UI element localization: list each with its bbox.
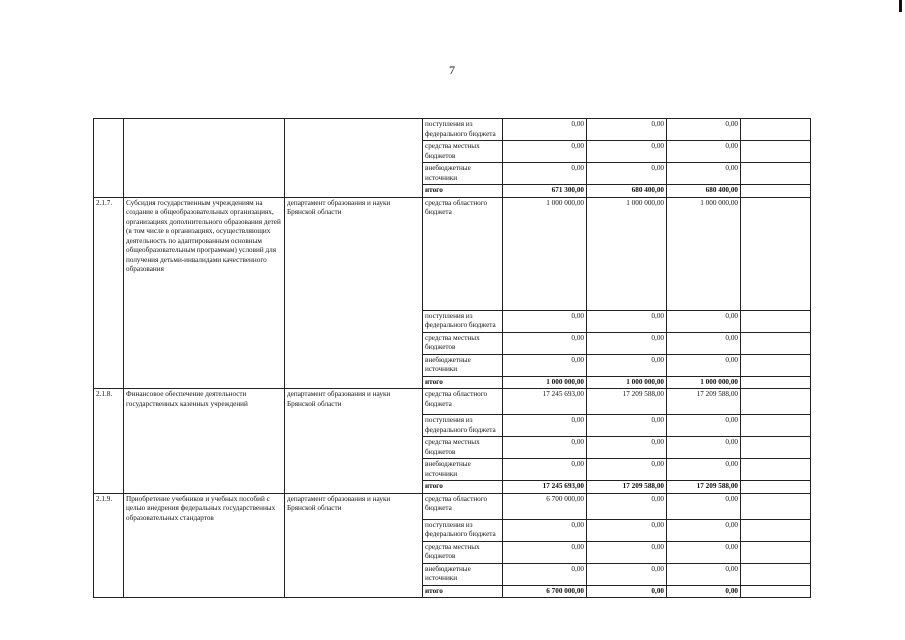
- value-cell: 680 400,00: [587, 185, 667, 198]
- table-row: [94, 389, 811, 415]
- source-cell: итого: [423, 185, 503, 198]
- num-cell: 2.1.9.: [94, 493, 124, 598]
- value-cell: 1 000 000,00: [667, 197, 741, 310]
- source-cell: поступления из федерального бюджета: [423, 519, 503, 541]
- value-cell: 0,00: [667, 493, 741, 519]
- num-cell: [94, 119, 124, 198]
- name-cell: Субсидия государственным учреждениям на создание в общеобразовательных организациях, организациях дополнительного образования детей (в том числе в организациях, осуществляющих деятельность по адаптированным основным общеобразовательным программам) условий для получения детьми-инвалидами качественного образования: [124, 197, 285, 389]
- empty-cell: [741, 415, 811, 437]
- source-cell: внебюджетные источники: [423, 354, 503, 376]
- empty-cell: [741, 541, 811, 563]
- value-cell: 0,00: [587, 519, 667, 541]
- empty-cell: [741, 119, 811, 141]
- source-cell: внебюджетные источники: [423, 563, 503, 585]
- value-cell: 0,00: [667, 354, 741, 376]
- value-cell: 0,00: [503, 519, 587, 541]
- empty-cell: [741, 310, 811, 332]
- value-cell: 0,00: [503, 354, 587, 376]
- name-cell: Финансовое обеспечение деятельности государственных казенных учреждений: [124, 389, 285, 494]
- dept-cell: департамент образования и науки Брянской области: [285, 197, 423, 389]
- source-cell: внебюджетные источники: [423, 163, 503, 185]
- value-cell: 0,00: [667, 541, 741, 563]
- table-row: [94, 197, 811, 310]
- empty-cell: [741, 437, 811, 459]
- table-row: [94, 119, 811, 141]
- empty-cell: [741, 389, 811, 415]
- value-cell: 0,00: [503, 119, 587, 141]
- value-cell: 0,00: [503, 541, 587, 563]
- empty-cell: [741, 459, 811, 481]
- source-cell: средства областного бюджета: [423, 389, 503, 415]
- empty-cell: [741, 519, 811, 541]
- value-cell: 0,00: [587, 119, 667, 141]
- value-cell: 0,00: [587, 585, 667, 598]
- empty-cell: [741, 376, 811, 389]
- page-number: 7: [449, 63, 455, 77]
- value-cell: 0,00: [587, 493, 667, 519]
- source-cell: поступления из федерального бюджета: [423, 119, 503, 141]
- value-cell: 17 245 693,00: [503, 481, 587, 494]
- dept-cell: департамент образования и науки Брянской области: [285, 389, 423, 494]
- value-cell: 0,00: [587, 437, 667, 459]
- empty-cell: [741, 185, 811, 198]
- source-cell: внебюджетные источники: [423, 459, 503, 481]
- value-cell: 1 000 000,00: [667, 376, 741, 389]
- value-cell: 17 245 693,00: [503, 389, 587, 415]
- empty-cell: [741, 563, 811, 585]
- value-cell: 0,00: [667, 141, 741, 163]
- empty-cell: [741, 197, 811, 310]
- value-cell: 17 209 588,00: [587, 481, 667, 494]
- source-cell: итого: [423, 585, 503, 598]
- budget-table: [93, 118, 811, 598]
- value-cell: 0,00: [667, 519, 741, 541]
- value-cell: 17 209 588,00: [587, 389, 667, 415]
- value-cell: 0,00: [667, 563, 741, 585]
- value-cell: 0,00: [587, 310, 667, 332]
- value-cell: 0,00: [503, 310, 587, 332]
- value-cell: 0,00: [587, 415, 667, 437]
- empty-cell: [741, 354, 811, 376]
- value-cell: 17 209 588,00: [667, 481, 741, 494]
- value-cell: 6 700 000,00: [503, 585, 587, 598]
- value-cell: 1 000 000,00: [587, 197, 667, 310]
- value-cell: 0,00: [503, 141, 587, 163]
- value-cell: 6 700 000,00: [503, 493, 587, 519]
- empty-cell: [741, 585, 811, 598]
- value-cell: 0,00: [503, 415, 587, 437]
- value-cell: 0,00: [503, 332, 587, 354]
- value-cell: 0,00: [587, 354, 667, 376]
- value-cell: 0,00: [587, 332, 667, 354]
- source-cell: поступления из федерального бюджета: [423, 310, 503, 332]
- source-cell: средства областного бюджета: [423, 197, 503, 310]
- empty-cell: [741, 493, 811, 519]
- value-cell: 1 000 000,00: [503, 197, 587, 310]
- source-cell: итого: [423, 376, 503, 389]
- num-cell: 2.1.7.: [94, 197, 124, 389]
- value-cell: 680 400,00: [667, 185, 741, 198]
- value-cell: 0,00: [503, 437, 587, 459]
- value-cell: 0,00: [667, 437, 741, 459]
- value-cell: 1 000 000,00: [503, 376, 587, 389]
- value-cell: 0,00: [587, 141, 667, 163]
- empty-cell: [741, 332, 811, 354]
- value-cell: 671 300,00: [503, 185, 587, 198]
- value-cell: 0,00: [587, 563, 667, 585]
- source-cell: средства областного бюджета: [423, 493, 503, 519]
- value-cell: 0,00: [667, 310, 741, 332]
- name-cell: [124, 119, 285, 198]
- value-cell: 0,00: [587, 163, 667, 185]
- empty-cell: [741, 481, 811, 494]
- source-cell: поступления из федерального бюджета: [423, 415, 503, 437]
- empty-cell: [741, 141, 811, 163]
- value-cell: 0,00: [667, 585, 741, 598]
- value-cell: 17 209 588,00: [667, 389, 741, 415]
- empty-cell: [741, 163, 811, 185]
- value-cell: 0,00: [667, 459, 741, 481]
- value-cell: 0,00: [667, 415, 741, 437]
- source-cell: средства местных бюджетов: [423, 437, 503, 459]
- value-cell: 1 000 000,00: [587, 376, 667, 389]
- source-cell: средства местных бюджетов: [423, 541, 503, 563]
- num-cell: 2.1.8.: [94, 389, 124, 494]
- value-cell: 0,00: [667, 332, 741, 354]
- dept-cell: [285, 119, 423, 198]
- value-cell: 0,00: [667, 119, 741, 141]
- dept-cell: департамент образования и науки Брянской области: [285, 493, 423, 598]
- source-cell: средства местных бюджетов: [423, 141, 503, 163]
- value-cell: 0,00: [503, 563, 587, 585]
- scan-edge-mark: [899, 0, 902, 12]
- value-cell: 0,00: [667, 163, 741, 185]
- value-cell: 0,00: [503, 459, 587, 481]
- value-cell: 0,00: [587, 541, 667, 563]
- source-cell: итого: [423, 481, 503, 494]
- source-cell: средства местных бюджетов: [423, 332, 503, 354]
- name-cell: Приобретение учебников и учебных пособий с целью внедрения федеральных государственных образовательных стандартов: [124, 493, 285, 598]
- value-cell: 0,00: [587, 459, 667, 481]
- value-cell: 0,00: [503, 163, 587, 185]
- table-row: [94, 493, 811, 519]
